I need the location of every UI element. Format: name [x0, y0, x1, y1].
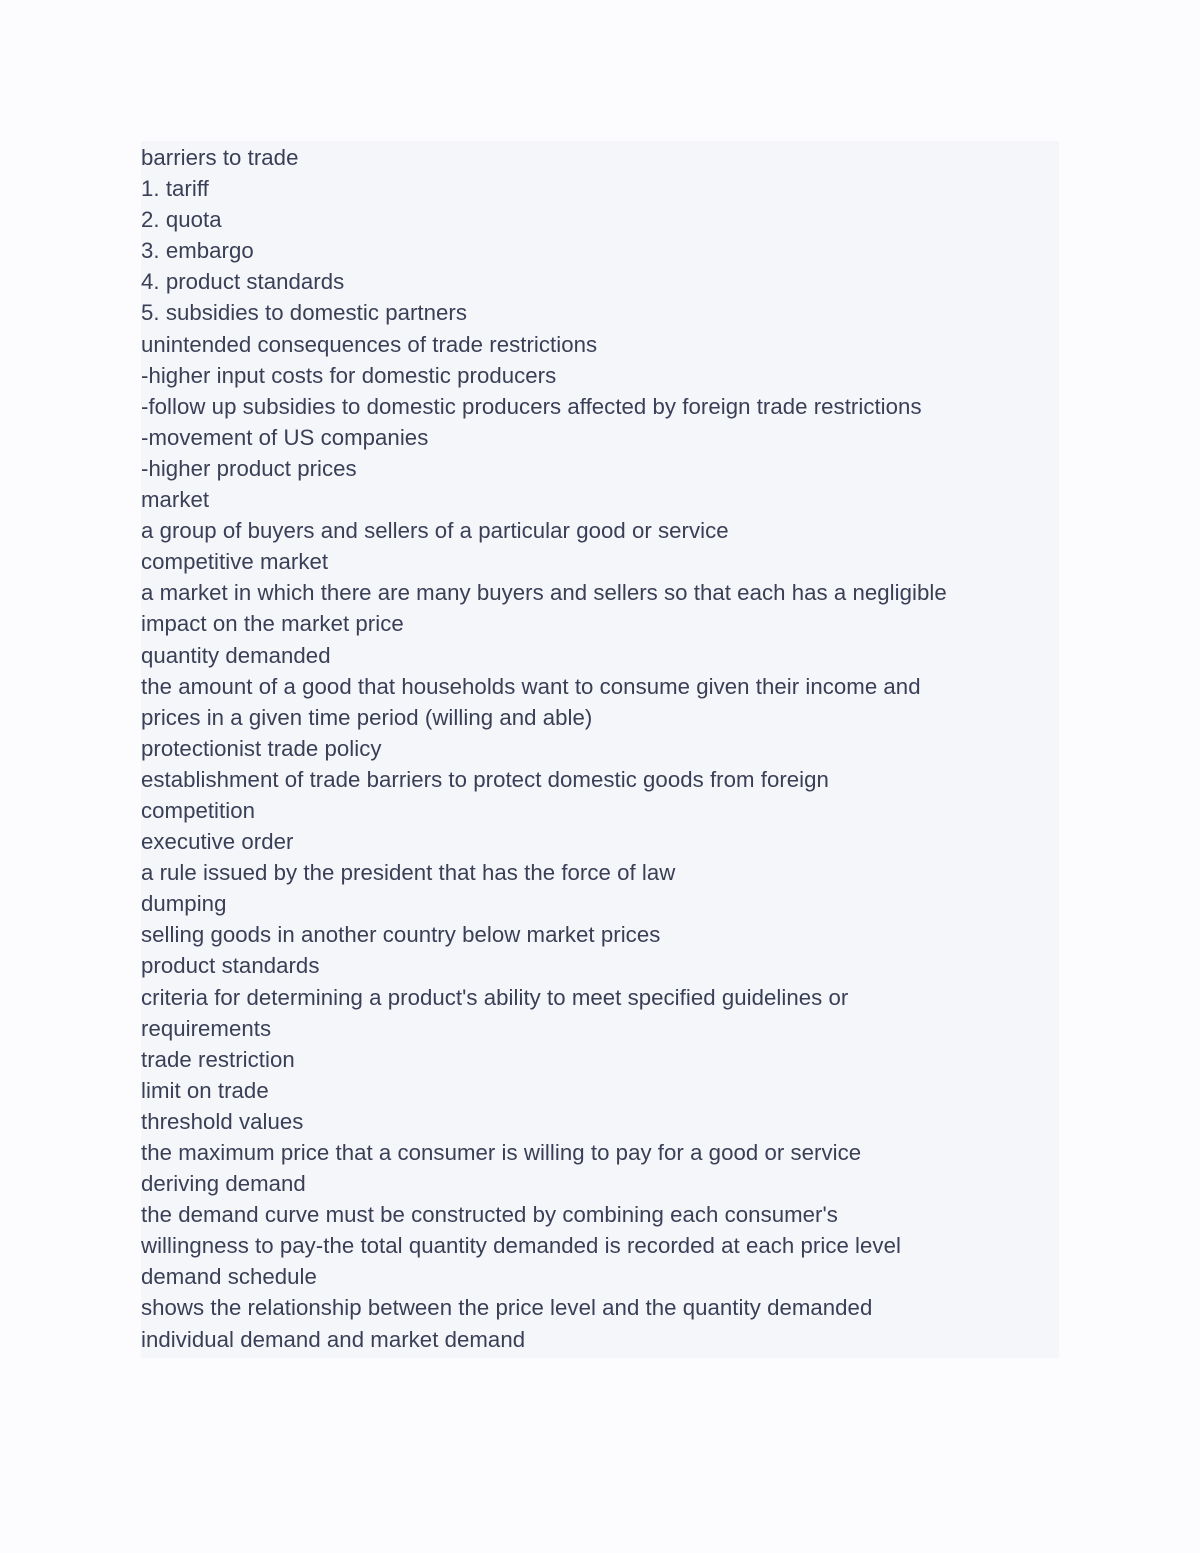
term-threshold-values: threshold values [141, 1108, 304, 1134]
list-item-subsidies: 5. subsidies to domestic partners [141, 300, 467, 326]
definition-protectionist-trade-policy-cont: competition [141, 797, 256, 823]
list-item-product-standards: 4. product standards [141, 269, 345, 295]
list-item-embargo: 3. embargo [141, 238, 254, 264]
text-block [141, 141, 1059, 1358]
list-item-quota: 2. quota [141, 207, 222, 233]
term-market: market [141, 487, 210, 513]
definition-market: a group of buyers and sellers of a particular good or service [141, 518, 729, 544]
bullet-follow-up-subsidies: -follow up subsidies to domestic producers affected by foreign trade restrictions [141, 393, 922, 419]
term-individual-and-market-demand: individual demand and market demand [141, 1326, 526, 1352]
bullet-higher-input-costs: -higher input costs for domestic producers [141, 362, 557, 388]
heading-unintended-consequences: unintended consequences of trade restrictions [141, 331, 598, 357]
definition-trade-restriction: limit on trade [141, 1077, 269, 1103]
term-protectionist-trade-policy: protectionist trade policy [141, 735, 382, 761]
term-dumping: dumping [141, 891, 227, 917]
term-demand-schedule: demand schedule [141, 1264, 317, 1290]
definition-dumping: selling goods in another country below market prices [141, 922, 661, 948]
bullet-higher-product-prices: -higher product prices [141, 455, 357, 481]
list-item-tariff: 1. tariff [141, 176, 209, 202]
definition-protectionist-trade-policy: establishment of trade barriers to protect domestic goods from foreign [141, 766, 829, 792]
definition-competitive-market: a market in which there are many buyers and sellers so that each has a negligible [141, 580, 947, 606]
definition-product-standards-cont: requirements [141, 1015, 272, 1041]
definition-demand-schedule: shows the relationship between the price level and the quantity demanded [141, 1295, 873, 1321]
definition-product-standards: criteria for determining a product's ability to meet specified guidelines or [141, 984, 849, 1010]
heading-barriers-to-trade: barriers to trade [141, 145, 299, 170]
definition-deriving-demand-cont: willingness to pay-the total quantity demanded is recorded at each price level [141, 1233, 901, 1259]
term-product-standards: product standards [141, 953, 320, 979]
bullet-movement-of-companies: -movement of US companies [141, 424, 429, 450]
definition-quantity-demanded-cont: prices in a given time period (willing and able) [141, 704, 593, 730]
definition-quantity-demanded: the amount of a good that households want to consume given their income and [141, 673, 921, 699]
term-executive-order: executive order [141, 829, 294, 855]
definition-executive-order: a rule issued by the president that has the force of law [141, 860, 676, 886]
term-quantity-demanded: quantity demanded [141, 642, 331, 668]
definition-deriving-demand: the demand curve must be constructed by combining each consumer's [141, 1202, 838, 1228]
term-deriving-demand: deriving demand [141, 1171, 306, 1197]
definition-competitive-market-cont: impact on the market price [141, 611, 404, 637]
definition-threshold-values: the maximum price that a consumer is willing to pay for a good or service [141, 1140, 862, 1165]
term-competitive-market: competitive market [141, 549, 329, 575]
term-trade-restriction: trade restriction [141, 1046, 295, 1072]
